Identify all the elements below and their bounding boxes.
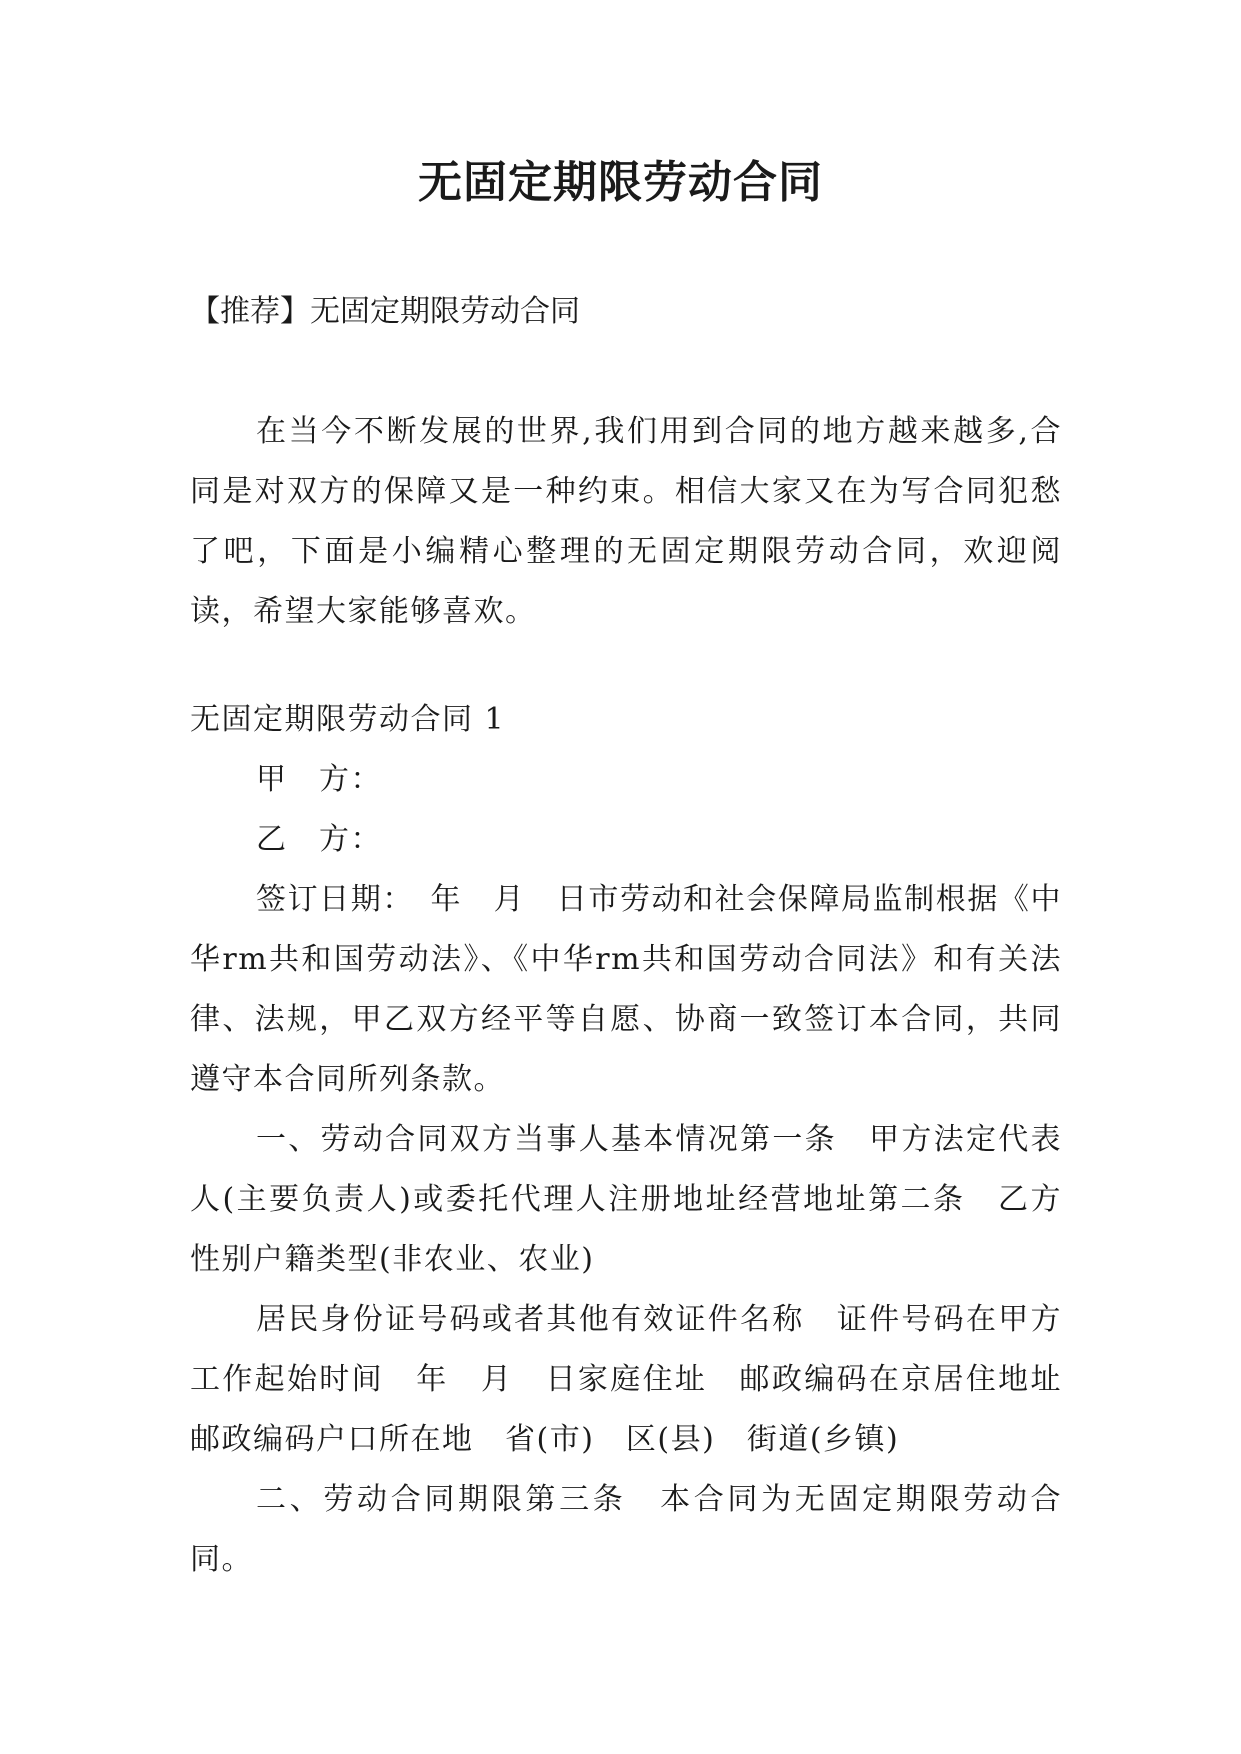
contract-section (190, 690, 1094, 1590)
article-two-paragraph: 二、劳动合同期限第三条 本合同为无固定期限劳动合同。 (190, 1482, 1062, 1577)
party-b-line: 乙 方： (256, 822, 382, 857)
intro-section (190, 402, 1062, 642)
section-heading: 无固定期限劳动合同 1 (190, 702, 506, 737)
intro-paragraph: 在当今不断发展的世界,我们用到合同的地方越来越多,合同是对双方的保障又是一种约束。相信大家又在为写合同犯愁了吧，下面是小编精心整理的无固定期限劳动合同，欢迎阅读，希望大家能够喜欢。 (190, 414, 1062, 629)
id-info-paragraph: 居民身份证号码或者其他有效证件名称 证件号码在甲方工作起始时间 年 月 日家庭住址 邮政编码在京居住地址 邮政编码户口所在地 省(市) 区(县) 街道(乡镇) (190, 1302, 1094, 1457)
article-one-paragraph: 一、劳动合同双方当事人基本情况第一条 甲方法定代表人(主要负责人)或委托代理人注册地址经营地址第二条 乙方 性别户籍类型(非农业、农业) (190, 1122, 1094, 1277)
recommend-line: 【推荐】无固定期限劳动合同 (190, 294, 580, 329)
document-title: 无固定期限劳动合同 (418, 157, 823, 208)
party-a-line: 甲 方： (256, 762, 382, 797)
signing-paragraph: 签订日期： 年 月 日市劳动和社会保障局监制根据《中华rm共和国劳动法》、《中华rm共和国劳动合同法》和有关法律、法规，甲乙双方经平等自愿、协商一致签订本合同，共同遵守本合同所列条款。 (190, 882, 1062, 1097)
